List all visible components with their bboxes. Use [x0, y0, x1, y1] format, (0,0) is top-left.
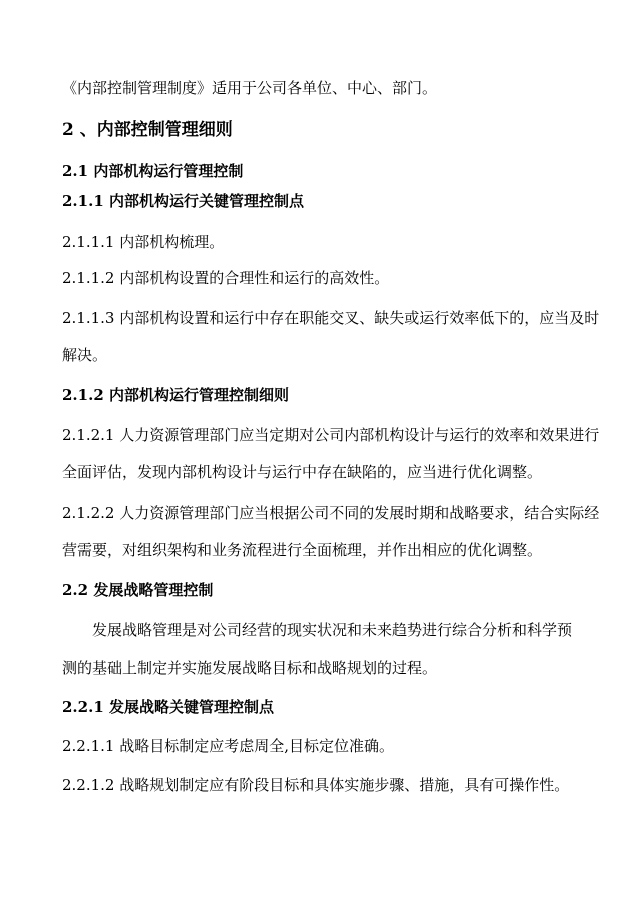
list-item-continuation: 解决。 [62, 346, 108, 364]
section-heading-2-1: 2.1 内部机构运行管理控制 [62, 162, 244, 180]
section-heading-2-1-2: 2.1.2 内部机构运行管理控制细则 [62, 386, 289, 404]
intro-paragraph: 《内部控制管理制度》适用于公司各单位、中心、部门。 [62, 79, 438, 97]
list-item: 2.2.1.1 战略目标制定应考虑周全,目标定位准确。 [62, 737, 395, 755]
list-item: 2.1.2.2 人力资源管理部门应当根据公司不同的发展时期和战略要求，结合实际经 [62, 504, 600, 522]
section-heading-2: 2 、内部控制管理细则 [62, 120, 233, 140]
list-item-continuation: 营需要，对组织架构和业务流程进行全面梳理，并作出相应的优化调整。 [62, 541, 543, 559]
body-paragraph-continuation: 测的基础上制定并实施发展战略目标和战略规划的过程。 [62, 659, 438, 677]
list-item: 2.1.1.1 内部机构梳理。 [62, 233, 225, 251]
list-item: 2.2.1.2 战略规划制定应有阶段目标和具体实施步骤、措施，具有可操作性。 [62, 776, 570, 794]
list-item: 2.1.1.2 内部机构设置的合理性和运行的高效性。 [62, 269, 390, 287]
body-paragraph: 发展战略管理是对公司经营的现实状况和未来趋势进行综合分析和科学预 [92, 621, 573, 639]
list-item-continuation: 全面评估，发现内部机构设计与运行中存在缺陷的，应当进行优化调整。 [62, 463, 543, 481]
list-item: 2.1.2.1 人力资源管理部门应当定期对公司内部机构设计与运行的效率和效果进行 [62, 426, 600, 444]
section-heading-2-1-1: 2.1.1 内部机构运行关键管理控制点 [62, 192, 304, 210]
section-heading-2-2-1: 2.2.1 发展战略关键管理控制点 [62, 698, 274, 716]
section-heading-2-2: 2.2 发展战略管理控制 [62, 581, 214, 599]
list-item: 2.1.1.3 内部机构设置和运行中存在职能交叉、缺失或运行效率低下的，应当及时 [62, 309, 600, 327]
